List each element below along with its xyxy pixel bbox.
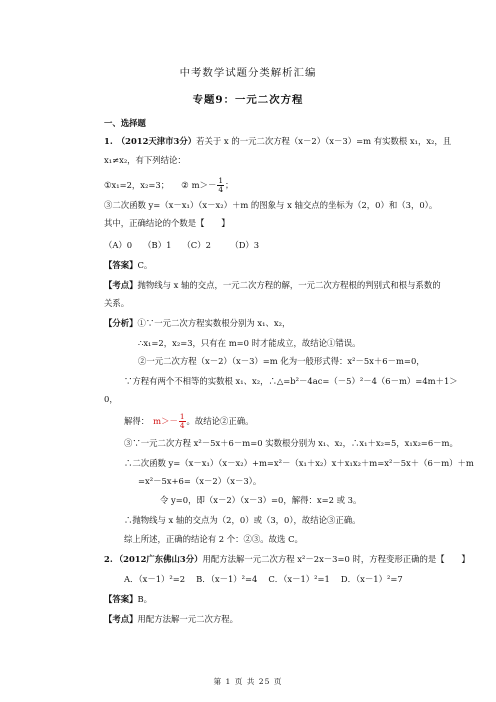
q1-source: （2012天津市3分）	[116, 136, 197, 146]
q1-stem-line2: x₁≠x₂，有下列结论：	[104, 155, 186, 165]
q1-analysis-line: ∴抛物线与 x 轴的交点为（2，0）或（3，0），故结论③正确。	[124, 515, 361, 525]
q2-source: （2012广东佛山3分）	[114, 554, 203, 564]
q2-options: A．（x－1）²=2 B．（x－1）²=4 C．（x－1）²=1 D．（x－1）²=7	[124, 574, 403, 584]
q1-knowledge-point-cont: 关系。	[104, 298, 130, 308]
q1-ask: 其中，正确结论的个数是【 】	[104, 218, 230, 228]
fraction-one-quarter: $\frac{1}{4}$	[218, 176, 224, 194]
q1-analysis-solution: 解得： m＞－ $\frac{1}{4}$ 。故结论②正确。	[124, 412, 254, 430]
q1-analysis-conclusion: 综上所述，正确的结论有 2 个：②③。故选 C。	[124, 534, 303, 544]
q2-number: 2.	[104, 554, 113, 564]
fraction-one-quarter: $\frac{1}{4}$	[179, 412, 185, 430]
q1-analysis-line: ③∵一元二次方程 x²－5x＋6－m=0 实数根分别为 x₁、x₂，∴x₁＋x₂=5，x₁x₂=6－m。	[124, 438, 458, 448]
q2-answer: 【答案】B。	[104, 594, 153, 604]
q2-knowledge-point: 【考点】用配方法解一元二次方程。	[104, 614, 238, 624]
section-heading: 一、选择题	[104, 118, 146, 128]
q2-stem: 2. （2012广东佛山3分）用配方法解一元二次方程 x²－2x－3=0 时，方程变形正确的是【 】	[104, 554, 470, 564]
page-footer: 第 1 页 共 25 页	[213, 677, 283, 686]
q1-analysis-line: 0，	[104, 394, 118, 404]
q1-options: （A）0 （B）1 （C）2 （D）3	[104, 240, 260, 250]
q1-analysis-line: =x²－5x+6=（x－2）（x－3）。	[138, 476, 262, 486]
q1-analysis-line: ∵方程有两个不相等的实数根 x₁、x₂，∴△=b²－4ac=（－5）²－4（6－m）=4m＋1＞	[124, 376, 458, 386]
q1-stem-line1	[104, 136, 451, 147]
q1-claim-1-2: ①x₁=2，x₂=3； ② m＞－ $\frac{1}{4}$ ；	[104, 176, 234, 194]
chapter-subtitle: 专题9：一元二次方程	[192, 94, 304, 106]
q1-analysis-line: 令 y=0，即（x－2）（x－3）=0，解得：x=2 或 3。	[160, 495, 362, 505]
q1-analysis: 【分析】①∵一元二次方程实数根分别为 x₁、x₂，	[104, 318, 291, 328]
q1-analysis-line: ②一元二次方程（x－2）（x－3）=m 化为一般形式得：x²－5x＋6－m=0，	[138, 356, 425, 366]
q1-knowledge-point: 【考点】抛物线与 x 轴的交点，一元二次方程的解，一元二次方程根的判别式和根与系数的	[104, 280, 441, 290]
document-title: 中考数学试题分类解析汇编	[179, 67, 317, 79]
q1-claim-3: ③二次函数 y=（x－x₁）（x－x₂）＋m 的图象与 x 轴交点的坐标为（2，0）和（3，0）。	[104, 200, 438, 210]
q1-analysis-line: ∴x₁=2，x₂=3，只有在 m=0 时才能成立，故结论①错误。	[138, 338, 361, 348]
q1-analysis-line: ∴二次函数 y=（x－x₁）（x－x₂）+m=x²－（x₁＋x₂）x＋x₁x₂＋m=x²－5x＋（6－m）＋m	[124, 458, 474, 468]
q1-number: 1.	[104, 136, 113, 146]
q1-answer: 【答案】C。	[104, 260, 153, 270]
q1-stem: 若关于 x 的一元二次方程（x－2）（x－3）=m 有实数根 x₁，x₂，且	[196, 136, 452, 146]
